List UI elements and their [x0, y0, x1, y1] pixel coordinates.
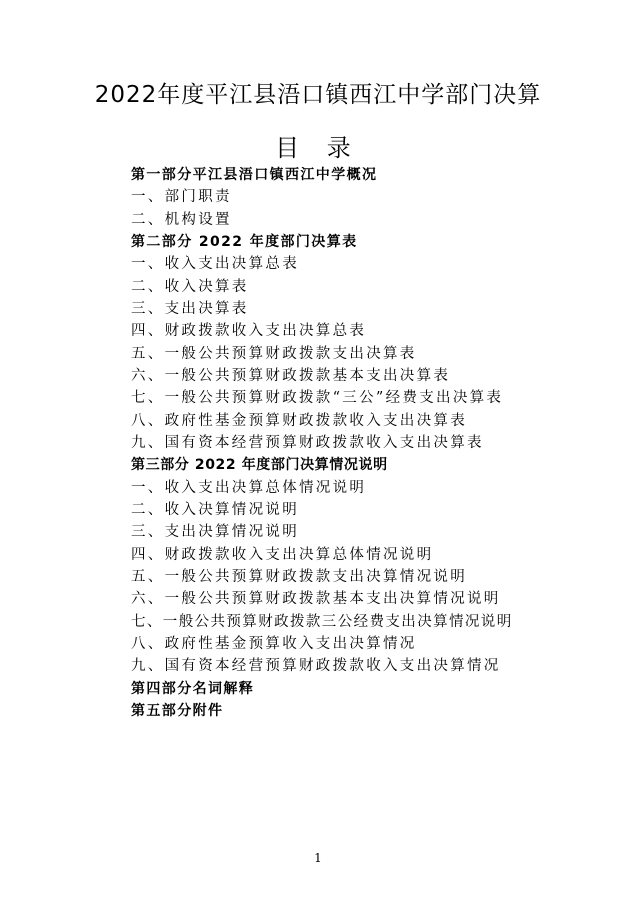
- toc-item[interactable]: 七、一般公共预算财政拨款三公经费支出决算情况说明: [131, 613, 513, 630]
- toc-item[interactable]: 八、政府性基金预算财政拨款收入支出决算表: [131, 412, 467, 429]
- toc-item[interactable]: 二、收入决算情况说明: [131, 501, 299, 518]
- toc-item[interactable]: 七、一般公共预算财政拨款“三公”经费支出决算表: [131, 390, 504, 407]
- toc-part-4[interactable]: 第四部分名词解释: [131, 680, 255, 697]
- toc-heading: 目 录: [275, 134, 361, 162]
- toc-item[interactable]: 五、一般公共预算财政拨款支出决算情况说明: [131, 568, 467, 585]
- toc-item[interactable]: 三、支出决算表: [131, 300, 249, 317]
- toc-item[interactable]: 二、收入决算表: [131, 278, 249, 295]
- toc-item[interactable]: 九、国有资本经营预算财政拨款收入支出决算表: [131, 434, 484, 451]
- page-number: 1: [314, 851, 322, 865]
- toc-part-3[interactable]: 第三部分 2022 年度部门决算情况说明: [131, 457, 388, 474]
- toc-item[interactable]: 三、支出决算情况说明: [131, 524, 299, 541]
- toc-part-1[interactable]: 第一部分平江县浯口镇西江中学概况: [131, 167, 378, 183]
- toc-item[interactable]: 六、一般公共预算财政拨款基本支出决算表: [131, 367, 451, 384]
- toc-item[interactable]: 一、收入支出决算总表: [131, 256, 299, 273]
- toc-item[interactable]: 五、一般公共预算财政拨款支出决算表: [131, 345, 417, 362]
- toc-item[interactable]: 九、国有资本经营预算财政拨款收入支出决算情况: [131, 658, 501, 675]
- document-title: 2022年度平江县浯口镇西江中学部门决算: [94, 82, 542, 108]
- toc-item[interactable]: 二、机构设置: [131, 211, 232, 228]
- toc-item[interactable]: 一、收入支出决算总体情况说明: [131, 479, 367, 496]
- toc-item[interactable]: 四、财政拨款收入支出决算总表: [131, 323, 367, 340]
- toc-part-5[interactable]: 第五部分附件: [131, 702, 224, 719]
- toc-item[interactable]: 四、财政拨款收入支出决算总体情况说明: [131, 546, 434, 563]
- toc-item[interactable]: 一、部门职责: [131, 189, 232, 206]
- table-of-contents: [131, 164, 571, 722]
- toc-item[interactable]: 六、一般公共预算财政拨款基本支出决算情况说明: [131, 591, 501, 608]
- toc-item[interactable]: 八、政府性基金预算收入支出决算情况: [131, 635, 417, 652]
- toc-part-2[interactable]: 第二部分 2022 年度部门决算表: [131, 233, 358, 250]
